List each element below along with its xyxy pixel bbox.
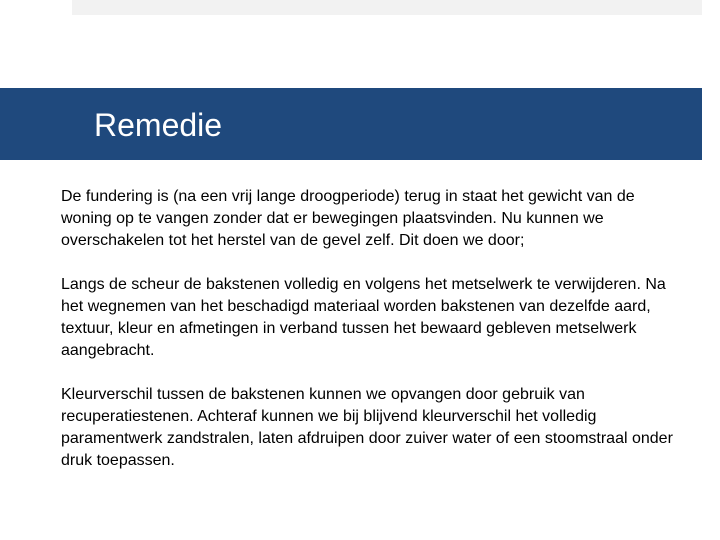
- paragraph-foundation: De fundering is (na een vrij lange droogperiode) terug in staat het gewicht van de woning op te vangen zonder dat er bewegingen plaatsvinden. Nu kunnen we overschakelen tot het herstel van de gevel zelf. Dit doen we door;: [61, 188, 635, 249]
- paragraph-brick-replacement: Langs de scheur de bakstenen volledig en volgens het metselwerk te verwijderen. Na het wegnemen van het beschadigd materiaal worden bakstenen van dezelfde aard, textuur, kleur en afmetingen in verband tussen het bewaard gebleven metselwerk aangebracht.: [61, 276, 666, 359]
- slide-body: [61, 186, 689, 494]
- slide-title: Remedie: [94, 107, 223, 143]
- paragraph-color-difference: Kleurverschil tussen de bakstenen kunnen we opvangen door gebruik van recuperatiestenen. Achteraf kunnen we bij blijvend kleurverschil het volledig paramentwerk zandstralen, laten afdruipen door zuiver water of een stoomstraal onder druk toepassen.: [61, 386, 673, 469]
- top-decorative-strip: [72, 0, 702, 15]
